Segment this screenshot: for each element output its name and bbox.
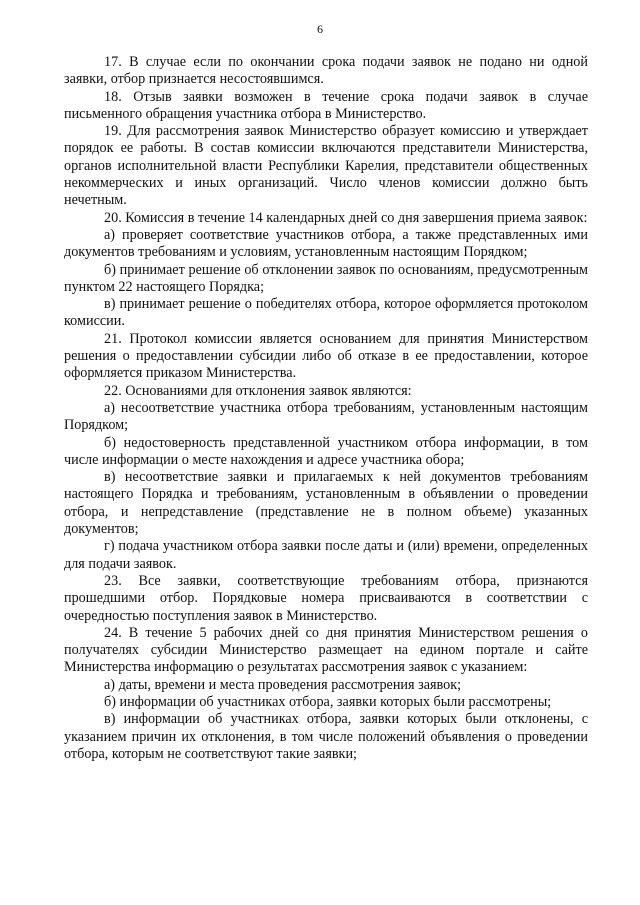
paragraph-24-b: б) информации об участниках отбора, заявки которых были рассмотрены; [104,693,552,710]
paragraph-22: 22. Основаниями для отклонения заявок являются: [104,382,412,399]
document-body [64,54,588,763]
paragraph-22-v: в) несоответствие заявки и прилагаемых к ней документов требованиям настоящего Порядка и требованиям, установленным в объявлении о проведении отбора, и непредставление (представление не в полном объеме) указанных документов; [64,469,588,538]
paragraph-18: 18. Отзыв заявки возможен в течение срока подачи заявок в случае письменного обращения участника отбора в Министерство. [64,88,588,122]
paragraph-23: 23. Все заявки, соответствующие требованиям отбора, признаются прошедшими отбор. Порядковые номера присваиваются в соответствии с очередностью поступления заявок в Министерство. [64,572,588,624]
paragraph-21: 21. Протокол комиссии является основанием для принятия Министерством решения о предоставлении субсидии либо об отказе в ее предоставлении, которое оформляется приказом Министерства. [64,330,588,382]
paragraph-22-a: а) несоответствие участника отбора требованиям, установленным настоящим Порядком; [64,399,588,434]
paragraph-17: 17. В случае если по окончании срока подачи заявок не подано ни одной заявки, отбор признается несостоявшимся. [64,54,588,88]
paragraph-20-a: а) проверяет соответствие участников отбора, а также представленных ими документов требованиям и условиям, установленным настоящим Порядком; [64,226,588,261]
paragraph-19: 19. Для рассмотрения заявок Министерство образует комиссию и утверждает порядок ее работы. В состав комиссии включаются представители Министерства, органов исполнительной власти Республики Карелия, представители общественных некоммерческих и иных организаций. Число членов комиссии должно быть нечетным. [64,123,588,209]
page-number: 6 [317,22,323,36]
paragraph-22-g: г) подача участником отбора заявки после даты и (или) времени, определенных для подачи заявок. [64,538,588,572]
paragraph-20: 20. Комиссия в течение 14 календарных дней со дня завершения приема заявок: [104,209,588,226]
paragraph-24: 24. В течение 5 рабочих дней со дня принятия Министерством решения о получателях субсидии Министерство размещает на едином портале и сайте Министерства информацию о результатах рассмотрения заявок с указанием: [64,624,588,676]
paragraph-20-v: в) принимает решение о победителях отбора, которое оформляется протоколом комиссии. [64,296,588,330]
paragraph-22-b: б) недостоверность представленной участником отбора информации, в том числе информации о месте нахождения и адресе участника обора; [64,434,588,468]
paragraph-20-b: б) принимает решение об отклонении заявок по основаниям, предусмотренным пунктом 22 настоящего Порядка; [64,261,588,295]
paragraph-24-a: а) даты, времени и места проведения рассмотрения заявок; [104,676,462,693]
paragraph-24-v: в) информации об участниках отбора, заявки которых были отклонены, с указанием причин их отклонения, в том числе положений объявления о проведении отбора, которым не соответствуют такие заявки; [64,711,588,762]
